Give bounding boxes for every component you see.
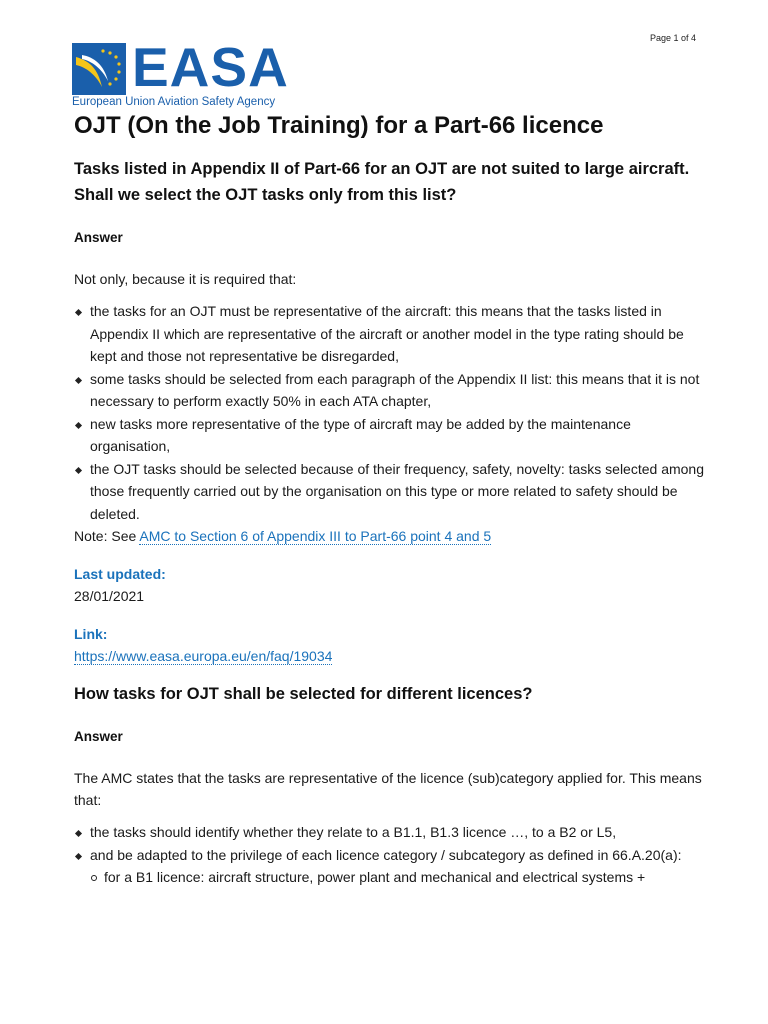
note-prefix: Note: See	[74, 528, 140, 544]
faq1-intro: Not only, because it is required that:	[74, 271, 297, 287]
faq2-sub-list	[90, 866, 704, 889]
sub-list-item: for a B1 licence: aircraft structure, power plant and mechanical and electrical systems +	[90, 866, 704, 889]
page-number: Page 1 of 4	[649, 33, 696, 43]
link-label: Link:	[74, 626, 108, 642]
easa-logo	[72, 36, 289, 111]
faq1-question: Tasks listed in Appendix II of Part-66 for an OJT are not suited to large aircraft. Shall we select the OJT tasks only from this list?	[74, 160, 690, 204]
faq1-bullet-list	[74, 300, 704, 525]
faq1-note	[74, 525, 704, 547]
faq2-question: How tasks for OJT shall be selected for different licences?	[74, 685, 533, 703]
link-block	[74, 623, 704, 667]
faq2-bullet-list	[74, 821, 704, 889]
easa-logo-icon	[72, 43, 126, 95]
list-item: some tasks should be selected from each paragraph of the Appendix II list: this means that it is not necessary to perform exactly 50% in each ATA chapter,	[74, 368, 704, 413]
faq1-answer-label: Answer	[74, 230, 123, 245]
amc-link[interactable]: AMC to Section 6 of Appendix III to Part-66 point 4 and 5	[139, 528, 492, 544]
list-item: the OJT tasks should be selected because of their frequency, safety, novelty: tasks selected among those frequently carried out by the organisation on this type or more related to safety should be deleted.	[74, 458, 704, 526]
logo-subtitle: European Union Aviation Safety Agency	[72, 96, 276, 108]
faq2-intro: The AMC states that the tasks are representative of the licence (sub)category applied for. This means that:	[74, 770, 702, 808]
faq2-answer-label: Answer	[74, 729, 123, 744]
list-item: the tasks should identify whether they relate to a B1.1, B1.3 licence …, to a B2 or L5,	[74, 821, 704, 844]
last-updated-label: Last updated:	[74, 566, 166, 582]
faq-url-link[interactable]: https://www.easa.europa.eu/en/faq/19034	[74, 648, 333, 664]
list-item: the tasks for an OJT must be representative of the aircraft: this means that the tasks listed in Appendix II which are representative of the aircraft or another model in the type rating should be kept and those not representative be disregarded,	[74, 300, 704, 368]
page-title: OJT (On the Job Training) for a Part-66 licence	[74, 112, 604, 139]
last-updated-date: 28/01/2021	[74, 588, 145, 604]
list-item	[74, 844, 704, 889]
last-updated-block	[74, 563, 704, 607]
list-item-text: and be adapted to the privilege of each licence category / subcategory as defined in 66.A.20(a):	[90, 846, 682, 863]
list-item: new tasks more representative of the type of aircraft may be added by the maintenance organisation,	[74, 413, 704, 458]
logo-wordmark: EASA	[132, 36, 289, 98]
document-body	[74, 110, 704, 889]
